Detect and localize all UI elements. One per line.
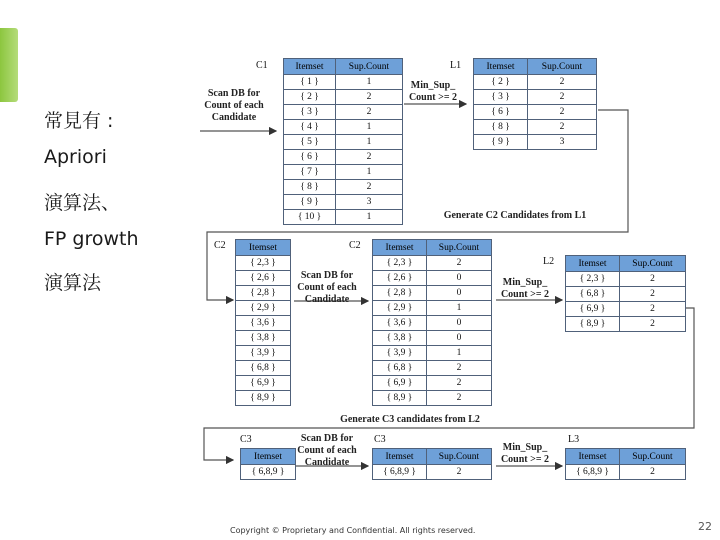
sup-count-cell: 1 [336,120,403,135]
sup-count-cell: 1 [427,301,492,316]
side-heading: 常見有 : [44,110,114,132]
col-itemset: Itemset [373,240,427,256]
note-min-sup-2: Min_Sup_ Count >= 2 [500,277,550,300]
table-l3 [565,448,686,480]
sup-count-cell: 3 [528,135,597,150]
table-row [284,75,403,90]
copyright-footer: Copyright © Proprietary and Confidential. All rights reserved. [230,526,476,535]
col-sup-count: Sup.Count [427,449,492,465]
table-row [566,317,686,332]
note-scan-db-2: Scan DB for Count of each Candidate [297,270,357,305]
note-generate-c3: Generate C3 candidates from L2 [340,414,480,425]
sup-count-cell: 2 [427,361,492,376]
sup-count-cell: 2 [336,90,403,105]
itemset-cell: { 6 } [284,150,336,165]
itemset-cell: { 6,8 } [373,361,427,376]
itemset-cell: { 9 } [284,195,336,210]
itemset-cell: { 2 } [284,90,336,105]
sup-count-cell: 2 [427,256,492,271]
itemset-cell: { 7 } [284,165,336,180]
col-itemset: Itemset [566,256,620,272]
itemset-cell: { 2,8 } [373,286,427,301]
itemset-cell: { 8,9 } [566,317,620,332]
col-itemset: Itemset [566,449,620,465]
table-c2-counted [372,239,492,406]
itemset-cell: { 1 } [284,75,336,90]
table-row [284,120,403,135]
sup-count-cell: 1 [427,346,492,361]
table-row [373,331,492,346]
itemset-cell: { 2,9 } [373,301,427,316]
table-row [373,361,492,376]
table-row [236,301,291,316]
table-row [373,256,492,271]
itemset-cell: { 2,3 } [566,272,620,287]
table-row [373,286,492,301]
table-row [284,150,403,165]
table-row [566,272,686,287]
page-number: 22 [698,520,712,533]
itemset-cell: { 2,3 } [373,256,427,271]
table-row [373,346,492,361]
label-l2: L2 [543,256,555,267]
col-sup-count: Sup.Count [528,59,597,75]
itemset-cell: { 3 } [474,90,528,105]
itemset-cell: { 3 } [284,105,336,120]
itemset-cell: { 6,9 } [236,376,291,391]
sup-count-cell: 2 [427,376,492,391]
table-row [236,316,291,331]
col-itemset: Itemset [284,59,336,75]
table-row [373,391,492,406]
label-c3-counted: C3 [374,434,386,445]
table-row [236,376,291,391]
sup-count-cell: 3 [336,195,403,210]
itemset-cell: { 8,9 } [373,391,427,406]
sup-count-cell: 2 [620,272,686,287]
itemset-cell: { 8 } [284,180,336,195]
table-row [566,465,686,480]
table-row [566,287,686,302]
table-row [236,271,291,286]
sup-count-cell: 1 [336,135,403,150]
label-l3: L3 [568,434,580,445]
itemset-cell: { 3,9 } [373,346,427,361]
itemset-cell: { 8,9 } [236,391,291,406]
table-c1 [283,58,403,225]
itemset-cell: { 3,6 } [236,316,291,331]
sup-count-cell: 2 [336,150,403,165]
table-row [373,271,492,286]
itemset-cell: { 2,9 } [236,301,291,316]
sup-count-cell: 2 [427,465,492,480]
itemset-cell: { 6,8,9 } [566,465,620,480]
col-itemset: Itemset [241,449,296,465]
table-row [284,195,403,210]
note-min-sup-3: Min_Sup_ Count >= 2 [500,442,550,465]
sup-count-cell: 2 [528,120,597,135]
itemset-cell: { 3,6 } [373,316,427,331]
table-row [284,135,403,150]
sup-count-cell: 2 [620,317,686,332]
itemset-cell: { 8 } [474,120,528,135]
itemset-cell: { 4 } [284,120,336,135]
table-row [284,90,403,105]
table-row [236,331,291,346]
side-fp-growth: FP growth [44,228,139,250]
itemset-cell: { 6 } [474,105,528,120]
table-row [241,465,296,480]
table-row [284,210,403,225]
itemset-cell: { 9 } [474,135,528,150]
table-row [566,302,686,317]
itemset-cell: { 6,9 } [566,302,620,317]
col-itemset: Itemset [373,449,427,465]
itemset-cell: { 3,8 } [373,331,427,346]
col-sup-count: Sup.Count [336,59,403,75]
col-sup-count: Sup.Count [620,256,686,272]
itemset-cell: { 6,8,9 } [241,465,296,480]
table-row [236,286,291,301]
sup-count-cell: 1 [336,75,403,90]
col-itemset: Itemset [236,240,291,256]
itemset-cell: { 6,8 } [236,361,291,376]
table-row [474,135,597,150]
table-l2 [565,255,686,332]
note-scan-db-3: Scan DB for Count of each Candidate [297,433,357,468]
itemset-cell: { 6,8 } [566,287,620,302]
sup-count-cell: 2 [336,180,403,195]
sup-count-cell: 2 [336,105,403,120]
itemset-cell: { 5 } [284,135,336,150]
label-l1: L1 [450,60,462,71]
sup-count-cell: 2 [528,90,597,105]
col-sup-count: Sup.Count [620,449,686,465]
table-row [236,361,291,376]
table-row [373,376,492,391]
table-l1 [473,58,597,150]
table-row [236,391,291,406]
note-generate-c2: Generate C2 Candidates from L1 [443,210,587,221]
itemset-cell: { 2,8 } [236,286,291,301]
table-row [284,105,403,120]
side-algorithm-1: 演算法、 [44,192,121,214]
itemset-cell: { 3,9 } [236,346,291,361]
table-row [284,165,403,180]
table-row [373,465,492,480]
itemset-cell: { 2 } [474,75,528,90]
sup-count-cell: 2 [620,287,686,302]
sup-count-cell: 2 [620,302,686,317]
table-row [236,256,291,271]
table-row [474,120,597,135]
itemset-cell: { 2,6 } [236,271,291,286]
itemset-cell: { 3,8 } [236,331,291,346]
itemset-cell: { 2,3 } [236,256,291,271]
sup-count-cell: 2 [427,391,492,406]
label-c3-candidates: C3 [240,434,252,445]
table-row [373,301,492,316]
label-c2-counted: C2 [349,240,361,251]
sup-count-cell: 2 [620,465,686,480]
col-itemset: Itemset [474,59,528,75]
sup-count-cell: 0 [427,286,492,301]
table-c3-candidates [240,448,296,480]
side-apriori: Apriori [44,146,107,168]
sup-count-cell: 1 [336,210,403,225]
itemset-cell: { 10 } [284,210,336,225]
table-row [373,316,492,331]
table-c2-candidates [235,239,291,406]
table-row [284,180,403,195]
table-row [474,90,597,105]
note-min-sup-1: Min_Sup_ Count >= 2 [408,80,458,103]
itemset-cell: { 6,8,9 } [373,465,427,480]
itemset-cell: { 2,6 } [373,271,427,286]
sup-count-cell: 0 [427,331,492,346]
label-c1: C1 [256,60,268,71]
sup-count-cell: 0 [427,316,492,331]
sup-count-cell: 0 [427,271,492,286]
table-row [474,105,597,120]
table-c3-counted [372,448,492,480]
side-algorithm-2: 演算法 [44,272,102,294]
label-c2-candidates: C2 [214,240,226,251]
sup-count-cell: 2 [528,105,597,120]
sup-count-cell: 1 [336,165,403,180]
table-row [474,75,597,90]
note-scan-db-1: Scan DB for Count of each Candidate [204,88,264,123]
sup-count-cell: 2 [528,75,597,90]
itemset-cell: { 6,9 } [373,376,427,391]
table-row [236,346,291,361]
col-sup-count: Sup.Count [427,240,492,256]
